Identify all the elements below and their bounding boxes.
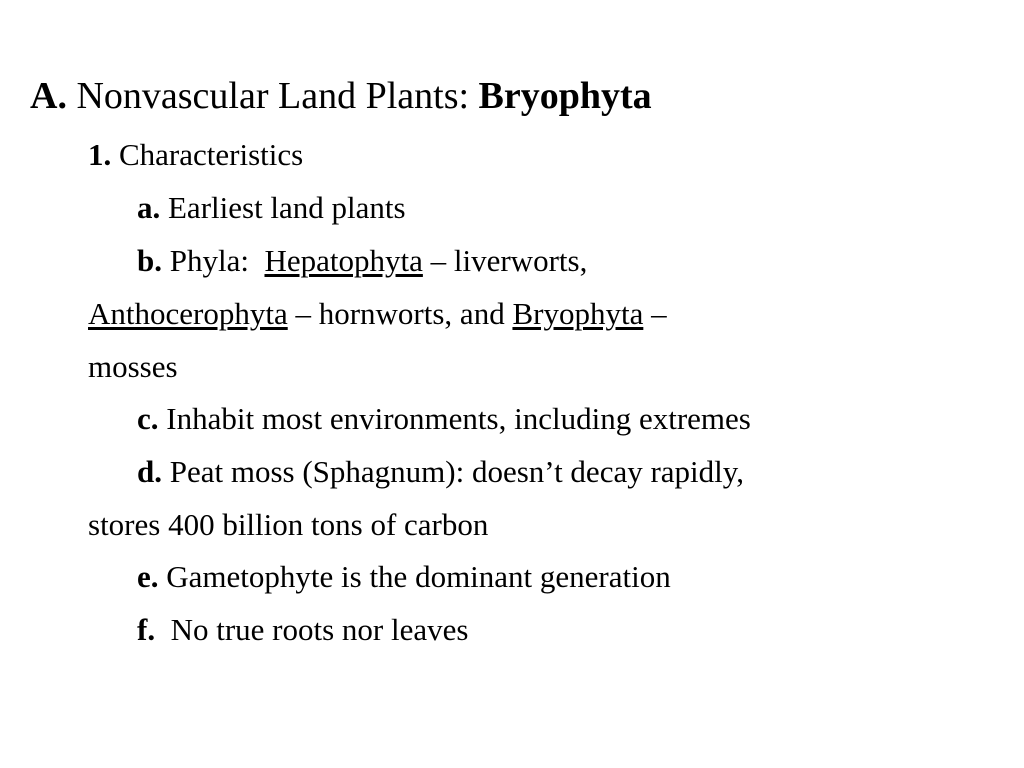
term-anthocerophyta: Anthocerophyta xyxy=(88,296,288,331)
item-d-label: d. xyxy=(137,454,162,489)
item-f-text: No true roots nor leaves xyxy=(170,612,469,647)
term-hepatophyta: Hepatophyta xyxy=(264,243,423,278)
heading-emphasis: Bryophyta xyxy=(478,75,652,117)
item-e-label: e. xyxy=(137,559,159,594)
item-c-text: Inhabit most environments, including extremes xyxy=(166,401,751,436)
item-d-text: Peat moss (Sphagnum): doesn’t decay rapidly, xyxy=(169,454,745,489)
section-label: 1. xyxy=(88,137,112,172)
list-item-d-continuation xyxy=(88,507,488,543)
heading-label: A. xyxy=(30,75,67,117)
section-characteristics xyxy=(88,137,303,173)
item-b-text: Phyla: xyxy=(169,243,249,278)
list-item-f xyxy=(137,612,468,648)
item-a-label: a. xyxy=(137,190,161,225)
slide-heading xyxy=(30,74,652,118)
heading-text: Nonvascular Land Plants: xyxy=(76,75,470,117)
item-b-desc3: – xyxy=(651,296,667,331)
item-e-text: Gametophyte is the dominant generation xyxy=(166,559,671,594)
section-text: Characteristics xyxy=(119,137,304,172)
term-bryophyta: Bryophyta xyxy=(512,296,644,331)
list-item-b-continuation-2 xyxy=(88,349,178,385)
list-item-e xyxy=(137,559,671,595)
item-b-desc3-cont: mosses xyxy=(88,349,178,384)
item-f-label: f. xyxy=(137,612,156,647)
list-item-d xyxy=(137,454,744,490)
item-a-text: Earliest land plants xyxy=(168,190,406,225)
list-item-c xyxy=(137,401,751,437)
item-b-label: b. xyxy=(137,243,162,278)
list-item-b xyxy=(137,243,587,279)
item-b-desc2: – hornworts, and xyxy=(295,296,505,331)
list-item-b-continuation xyxy=(88,296,667,332)
list-item-a xyxy=(137,190,406,226)
item-c-label: c. xyxy=(137,401,159,436)
item-b-desc1: – liverworts, xyxy=(430,243,588,278)
item-d-text-cont: stores 400 billion tons of carbon xyxy=(88,507,489,542)
